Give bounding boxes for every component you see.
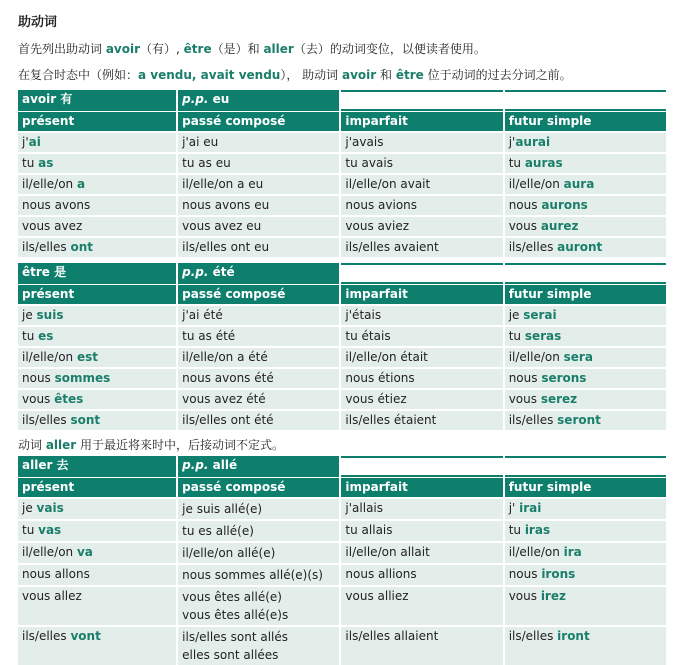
verb-etre: être (183, 42, 212, 56)
cell-text: il/elle/on (508, 545, 564, 559)
tense-header: présent (18, 284, 176, 304)
conjugation-cell (505, 173, 666, 194)
conjugated-form: as (38, 156, 54, 170)
cell-text: il/elle/on allé(e) (182, 546, 276, 560)
cell-text: nous allons (22, 567, 90, 581)
conjugated-form: vas (38, 523, 62, 537)
verb-avoir: avoir (105, 42, 141, 56)
conjugation-cell (18, 173, 176, 194)
cell-text: j'avais (345, 135, 384, 149)
verb-aller: aller (45, 438, 77, 452)
cell-text: vous étiez (345, 392, 407, 406)
conjugation-cell (341, 388, 502, 409)
conjugated-form: suis (36, 308, 64, 322)
conjugated-form: serons (541, 371, 587, 385)
conjugation-cell (341, 563, 502, 585)
verb-etre: être (395, 68, 424, 82)
cell-text: ils/elles sont allés (182, 630, 288, 644)
conjugated-form: êtes (54, 392, 84, 406)
past-participle-cell (178, 456, 339, 477)
cell-text: je (22, 501, 37, 515)
verb-aller: aller (263, 42, 294, 56)
cell-text: tu (22, 523, 39, 537)
conjugation-cell (178, 236, 339, 257)
note-text: 用于最近将来时中，后接动词不定式。 (76, 438, 285, 452)
conjugation-cell (341, 131, 502, 152)
cell-text: j' (508, 135, 516, 149)
cell-text: nous étions (345, 371, 415, 385)
conjugation-cell (341, 346, 502, 367)
pp-label: p.p. (182, 92, 209, 106)
table-row (18, 563, 666, 585)
cell-text: j' (508, 501, 520, 515)
verb-heading: aller 去 (18, 456, 176, 477)
cell-text: ils/elles allaient (345, 629, 439, 643)
conjugation-cell (178, 367, 339, 388)
conjugated-form: seras (524, 329, 562, 343)
table-row (18, 152, 666, 173)
conjugation-cell (178, 173, 339, 194)
cell-text: il/elle/on (22, 177, 77, 191)
cell-text: tu allais (345, 523, 393, 537)
verb-heading: avoir 有 (18, 90, 176, 111)
conjugation-cell (178, 519, 339, 541)
header-blank-cell (505, 456, 666, 477)
conjugation-cell (505, 131, 666, 152)
conjugation-cell (341, 625, 502, 665)
conjugation-cell (18, 194, 176, 215)
conjugation-cell (178, 585, 339, 625)
conjugation-cell (341, 304, 502, 325)
conjugated-form: sera (563, 350, 593, 364)
conjugation-table-aller (16, 456, 668, 665)
conjugation-cell (18, 152, 176, 173)
cell-text: tu étais (345, 329, 391, 343)
verb-header-row (18, 90, 666, 111)
header-blank-cell (341, 456, 502, 477)
conjugation-cell (341, 152, 502, 173)
cell-text: nous avons (22, 198, 91, 212)
conjugated-form: auront (557, 240, 603, 254)
conjugation-cell (18, 346, 176, 367)
conjugation-cell (505, 497, 666, 519)
conjugation-cell (18, 585, 176, 625)
tense-header: imparfait (341, 477, 502, 497)
cell-text: il/elle/on (508, 350, 564, 364)
cell-text: nous (508, 371, 542, 385)
cell-text: ils/elles étaient (345, 413, 437, 427)
cell-text: tu as été (182, 329, 236, 343)
cell-text: tu avais (345, 156, 393, 170)
past-participle-cell (178, 90, 339, 111)
conjugated-form: va (76, 545, 93, 559)
cell-text: j' (22, 135, 29, 149)
cell-text: nous (22, 371, 55, 385)
conjugated-form: ont (70, 240, 93, 254)
cell-text: vous (508, 219, 541, 233)
table-row (18, 585, 666, 625)
cell-text: ils/elles (508, 413, 558, 427)
conjugation-cell (178, 215, 339, 236)
conjugation-cell (341, 585, 502, 625)
conjugation-cell (341, 173, 502, 194)
conjugated-form: vont (70, 629, 101, 643)
cell-text: ils/elles (22, 413, 71, 427)
conjugation-cell (18, 236, 176, 257)
conjugated-form: seront (557, 413, 601, 427)
pp-value: allé (212, 458, 238, 472)
cell-text: vous avez (22, 219, 83, 233)
verb-header-row (18, 263, 666, 284)
cell-text: vous êtes allé(e) (182, 590, 282, 604)
cell-text: je (508, 308, 524, 322)
conjugation-cell (505, 367, 666, 388)
table-row (18, 194, 666, 215)
table-row (18, 173, 666, 194)
conjugation-cell (18, 367, 176, 388)
cell-text: tu (508, 329, 525, 343)
cell-text: ils/elles (508, 240, 558, 254)
tense-header: passé composé (178, 284, 339, 304)
conjugation-cell (178, 152, 339, 173)
conjugation-cell (18, 325, 176, 346)
conjugation-cell (178, 563, 339, 585)
cell-text: nous allions (345, 567, 417, 581)
cell-text: ils/elles ont eu (182, 240, 270, 254)
conjugation-cell (18, 563, 176, 585)
conjugation-cell (178, 388, 339, 409)
table-row (18, 131, 666, 152)
conjugation-cell (505, 194, 666, 215)
conjugated-form: sommes (54, 371, 111, 385)
tense-header: présent (18, 477, 176, 497)
cell-text: ils/elles (22, 240, 71, 254)
conjugation-cell (505, 215, 666, 236)
pp-label: p.p. (182, 265, 209, 279)
cell-text: il/elle/on avait (345, 177, 431, 191)
conjugated-form: aurai (515, 135, 551, 149)
cell-text: il/elle/on (508, 177, 564, 191)
conjugation-cell (178, 194, 339, 215)
conjugation-cell (178, 131, 339, 152)
page-title: 助动词 (18, 15, 58, 30)
conjugation-cell (178, 304, 339, 325)
tense-header-row (18, 111, 666, 131)
cell-text: vous êtes allé(e)s (182, 608, 289, 622)
conjugated-form: auras (524, 156, 563, 170)
example-text: a vendu, avait vendu (138, 68, 281, 82)
cell-text: nous avions (345, 198, 418, 212)
cell-text: elles sont allées (182, 648, 279, 662)
conjugation-table-avoir-etre (16, 90, 668, 430)
intro-text: 和 (376, 68, 396, 82)
cell-text: il/elle/on a eu (182, 177, 264, 191)
pp-value: eu (212, 92, 230, 106)
tense-header-row (18, 477, 666, 497)
past-participle-cell (178, 263, 339, 284)
intro-paragraph-2 (18, 66, 692, 84)
cell-text: ils/elles (508, 629, 558, 643)
conjugation-cell (341, 409, 502, 430)
conjugation-cell (18, 131, 176, 152)
intro-text: 首先列出助动词 (18, 42, 106, 56)
cell-text: je suis allé(e) (182, 502, 263, 516)
intro-text: ）， 助动词 (280, 68, 342, 82)
intro-text: 位于动词的过去分词之前。 (423, 68, 572, 82)
cell-text: il/elle/on allait (345, 545, 430, 559)
conjugated-form: irons (541, 567, 576, 581)
conjugated-form: irez (540, 589, 566, 603)
conjugation-cell (341, 236, 502, 257)
table-row (18, 346, 666, 367)
table-row (18, 409, 666, 430)
conjugation-cell (178, 541, 339, 563)
cell-text: je (22, 308, 37, 322)
conjugation-cell (178, 325, 339, 346)
cell-text: il/elle/on (22, 545, 77, 559)
conjugation-cell (18, 215, 176, 236)
intro-text: 在复合时态中（例如： (18, 68, 139, 82)
header-blank-cell (505, 263, 666, 284)
tense-header: imparfait (341, 111, 502, 131)
cell-text: j'ai été (182, 308, 223, 322)
conjugation-cell (178, 409, 339, 430)
conjugation-cell (505, 541, 666, 563)
conjugation-cell (341, 367, 502, 388)
intro-paragraph-1 (18, 40, 692, 58)
conjugation-cell (18, 304, 176, 325)
conjugation-cell (505, 409, 666, 430)
cell-text: j'allais (345, 501, 384, 515)
cell-text: nous (508, 198, 542, 212)
cell-text: vous avez été (182, 392, 266, 406)
conjugated-form: aurons (541, 198, 588, 212)
tense-header-row (18, 284, 666, 304)
tense-header: futur simple (505, 284, 666, 304)
intro-text: （去）的动词变位，以便读者使用。 (293, 42, 486, 56)
conjugated-form: aura (563, 177, 595, 191)
table-row (18, 388, 666, 409)
cell-text: vous (508, 589, 541, 603)
note-text: 动词 (18, 438, 46, 452)
conjugated-form: es (38, 329, 54, 343)
verb-heading: être 是 (18, 263, 176, 284)
conjugation-cell (178, 346, 339, 367)
cell-text: il/elle/on a été (182, 350, 268, 364)
conjugated-form: serai (523, 308, 557, 322)
conjugated-form: sont (70, 413, 101, 427)
conjugation-cell (178, 625, 339, 665)
conjugation-cell (18, 497, 176, 519)
conjugated-form: ira (563, 545, 582, 559)
intro-text: （有）, (140, 42, 184, 56)
conjugation-cell (18, 409, 176, 430)
tense-header: futur simple (505, 111, 666, 131)
cell-text: il/elle/on (22, 350, 77, 364)
cell-text: tu as eu (182, 156, 231, 170)
cell-text: j'étais (345, 308, 382, 322)
cell-text: tu (508, 156, 525, 170)
cell-text: nous (508, 567, 542, 581)
cell-text: tu es allé(e) (182, 524, 254, 538)
table-row (18, 215, 666, 236)
cell-text: vous aviez (345, 219, 410, 233)
cell-text: ils/elles ont été (182, 413, 274, 427)
cell-text: tu (508, 523, 525, 537)
aller-note (18, 436, 692, 454)
table-row (18, 236, 666, 257)
cell-text: ils/elles (22, 629, 71, 643)
conjugated-form: irai (519, 501, 542, 515)
conjugated-form: vais (36, 501, 64, 515)
cell-text: nous avons eu (182, 198, 270, 212)
conjugation-cell (505, 388, 666, 409)
conjugation-cell (341, 215, 502, 236)
cell-text: il/elle/on était (345, 350, 428, 364)
conjugation-cell (341, 497, 502, 519)
conjugation-cell (505, 519, 666, 541)
conjugation-cell (18, 388, 176, 409)
conjugation-cell (505, 563, 666, 585)
conjugation-cell (341, 194, 502, 215)
cell-text: tu (22, 329, 39, 343)
conjugation-cell (18, 541, 176, 563)
conjugation-cell (505, 236, 666, 257)
conjugation-cell (341, 519, 502, 541)
tense-header: présent (18, 111, 176, 131)
cell-text: vous alliez (345, 589, 409, 603)
cell-text: vous (508, 392, 541, 406)
conjugated-form: iront (557, 629, 590, 643)
conjugation-cell (505, 585, 666, 625)
table-row (18, 367, 666, 388)
cell-text: nous avons été (182, 371, 274, 385)
conjugated-form: aurez (540, 219, 579, 233)
tense-header: passé composé (178, 477, 339, 497)
conjugation-cell (505, 346, 666, 367)
conjugation-cell (505, 325, 666, 346)
verb-avoir: avoir (342, 68, 377, 82)
intro-text: （是）和 (211, 42, 264, 56)
conjugation-cell (18, 519, 176, 541)
table-row (18, 625, 666, 665)
header-blank-cell (505, 90, 666, 111)
table-row (18, 304, 666, 325)
tense-header: passé composé (178, 111, 339, 131)
tense-header: imparfait (341, 284, 502, 304)
conjugated-form: ai (28, 135, 41, 149)
header-blank-cell (341, 263, 502, 284)
conjugation-cell (505, 152, 666, 173)
verb-header-row (18, 456, 666, 477)
cell-text: vous allez (22, 589, 82, 603)
table-row (18, 541, 666, 563)
table-row (18, 519, 666, 541)
conjugated-form: a (76, 177, 86, 191)
conjugation-cell (341, 541, 502, 563)
conjugation-cell (178, 497, 339, 519)
pp-label: p.p. (182, 458, 209, 472)
cell-text: tu (22, 156, 39, 170)
conjugated-form: est (76, 350, 98, 364)
conjugated-form: iras (524, 523, 551, 537)
cell-text: ils/elles avaient (345, 240, 439, 254)
table-row (18, 325, 666, 346)
cell-text: j'ai eu (182, 135, 219, 149)
conjugation-cell (505, 304, 666, 325)
conjugated-form: serez (540, 392, 578, 406)
header-blank-cell (341, 90, 502, 111)
cell-text: nous sommes allé(e)(s) (182, 568, 323, 582)
table-row (18, 497, 666, 519)
conjugation-cell (505, 625, 666, 665)
tense-header: futur simple (505, 477, 666, 497)
cell-text: vous (22, 392, 55, 406)
conjugation-cell (18, 625, 176, 665)
cell-text: vous avez eu (182, 219, 262, 233)
pp-value: été (212, 265, 235, 279)
conjugation-cell (341, 325, 502, 346)
